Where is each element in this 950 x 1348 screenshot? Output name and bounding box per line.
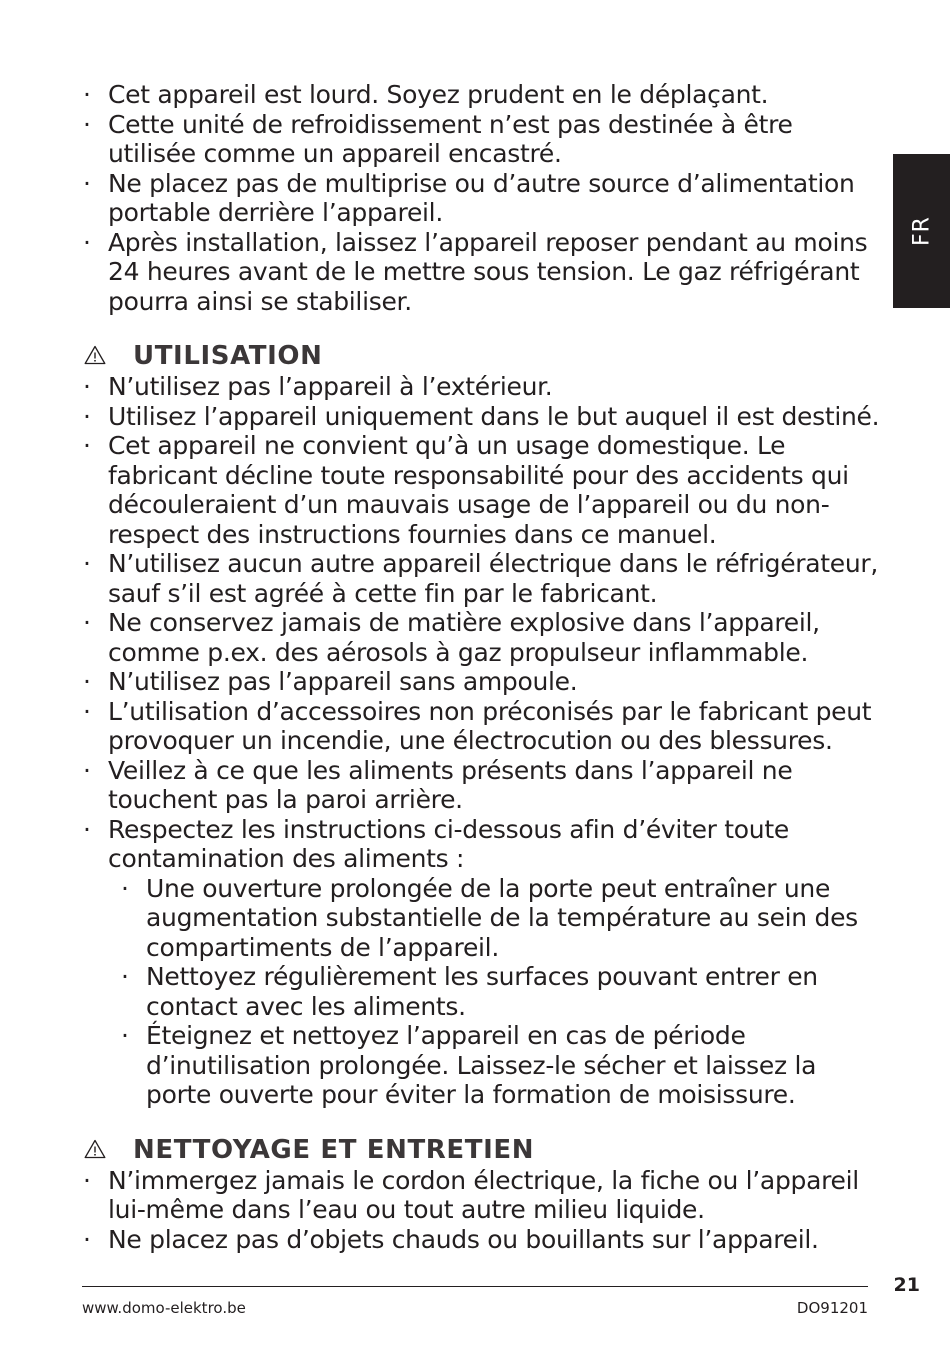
footer-model-number: DO91201: [796, 1299, 868, 1317]
list-item: · Respectez les instructions ci-dessous afin d’éviter toute contamination des aliments :: [82, 815, 882, 874]
list-item: · Ne placez pas de multiprise ou d’autre source d’alimentation portable derrière l’appareil.: [82, 169, 882, 228]
warning-icon: [84, 345, 106, 365]
list-item: · Ne placez pas d’objets chauds ou bouillants sur l’appareil.: [82, 1225, 882, 1255]
language-tab-label: FR: [909, 216, 934, 246]
list-item: · Après installation, laissez l’appareil reposer pendant au moins 24 heures avant de le mettre sous tension. Le gaz réfrigérant pourra ainsi se stabiliser.: [82, 228, 882, 317]
language-tab: [893, 154, 950, 308]
page-content: [82, 80, 882, 1254]
section-heading-text: NETTOYAGE ET ENTRETIEN: [133, 1134, 535, 1165]
list-item: · Utilisez l’appareil uniquement dans le but auquel il est destiné.: [82, 402, 882, 432]
section-heading-usage: [82, 341, 882, 372]
cleaning-list: [82, 1166, 882, 1255]
list-item: · Cet appareil ne convient qu’à un usage domestique. Le fabricant décline toute responsabilité pour des accidents qui découleraient d’un mauvais usage de l’appareil ou du non-respect des instructions fournies dans ce manuel.: [82, 431, 882, 549]
list-item: · N’utilisez pas l’appareil sans ampoule.: [82, 667, 882, 697]
sub-list-item: · Une ouverture prolongée de la porte peut entraîner une augmentation substantielle de la température au sein des compartiments de l’appareil.: [120, 874, 882, 963]
list-item: · N’utilisez aucun autre appareil électrique dans le réfrigérateur, sauf s’il est agréé à cette fin par le fabricant.: [82, 549, 882, 608]
footer-website: www.domo-elektro.be: [82, 1299, 246, 1317]
list-item: · Veillez à ce que les aliments présents dans l’appareil ne touchent pas la paroi arrière.: [82, 756, 882, 815]
list-item: · Ne conservez jamais de matière explosive dans l’appareil, comme p.ex. des aérosols à gaz propulseur inflammable.: [82, 608, 882, 667]
sub-list-item: · Nettoyez régulièrement les surfaces pouvant entrer en contact avec les aliments.: [120, 962, 882, 1021]
section-heading-text: UTILISATION: [133, 341, 323, 371]
usage-list: [82, 372, 882, 1110]
sub-list-item: · Éteignez et nettoyez l’appareil en cas de période d’inutilisation prolongée. Laissez-le sécher et laissez la porte ouverte pour éviter la formation de moisissure.: [120, 1021, 882, 1110]
list-item: · L’utilisation d’accessoires non préconisés par le fabricant peut provoquer un incendie, une électrocution ou des blessures.: [82, 697, 882, 756]
footer-divider: [82, 1286, 868, 1287]
section-heading-cleaning: [82, 1135, 882, 1166]
list-item: · Cet appareil est lourd. Soyez prudent en le déplaçant.: [82, 80, 882, 110]
list-item: · Cette unité de refroidissement n’est pas destinée à être utilisée comme un appareil encastré.: [82, 110, 882, 169]
warning-icon: [84, 1139, 106, 1159]
intro-list: [82, 80, 882, 316]
page-number: 21: [893, 1274, 920, 1296]
list-item: · N’utilisez pas l’appareil à l’extérieur.: [82, 372, 882, 402]
list-item: · N’immergez jamais le cordon électrique, la fiche ou l’appareil lui-même dans l’eau ou tout autre milieu liquide.: [82, 1166, 882, 1225]
